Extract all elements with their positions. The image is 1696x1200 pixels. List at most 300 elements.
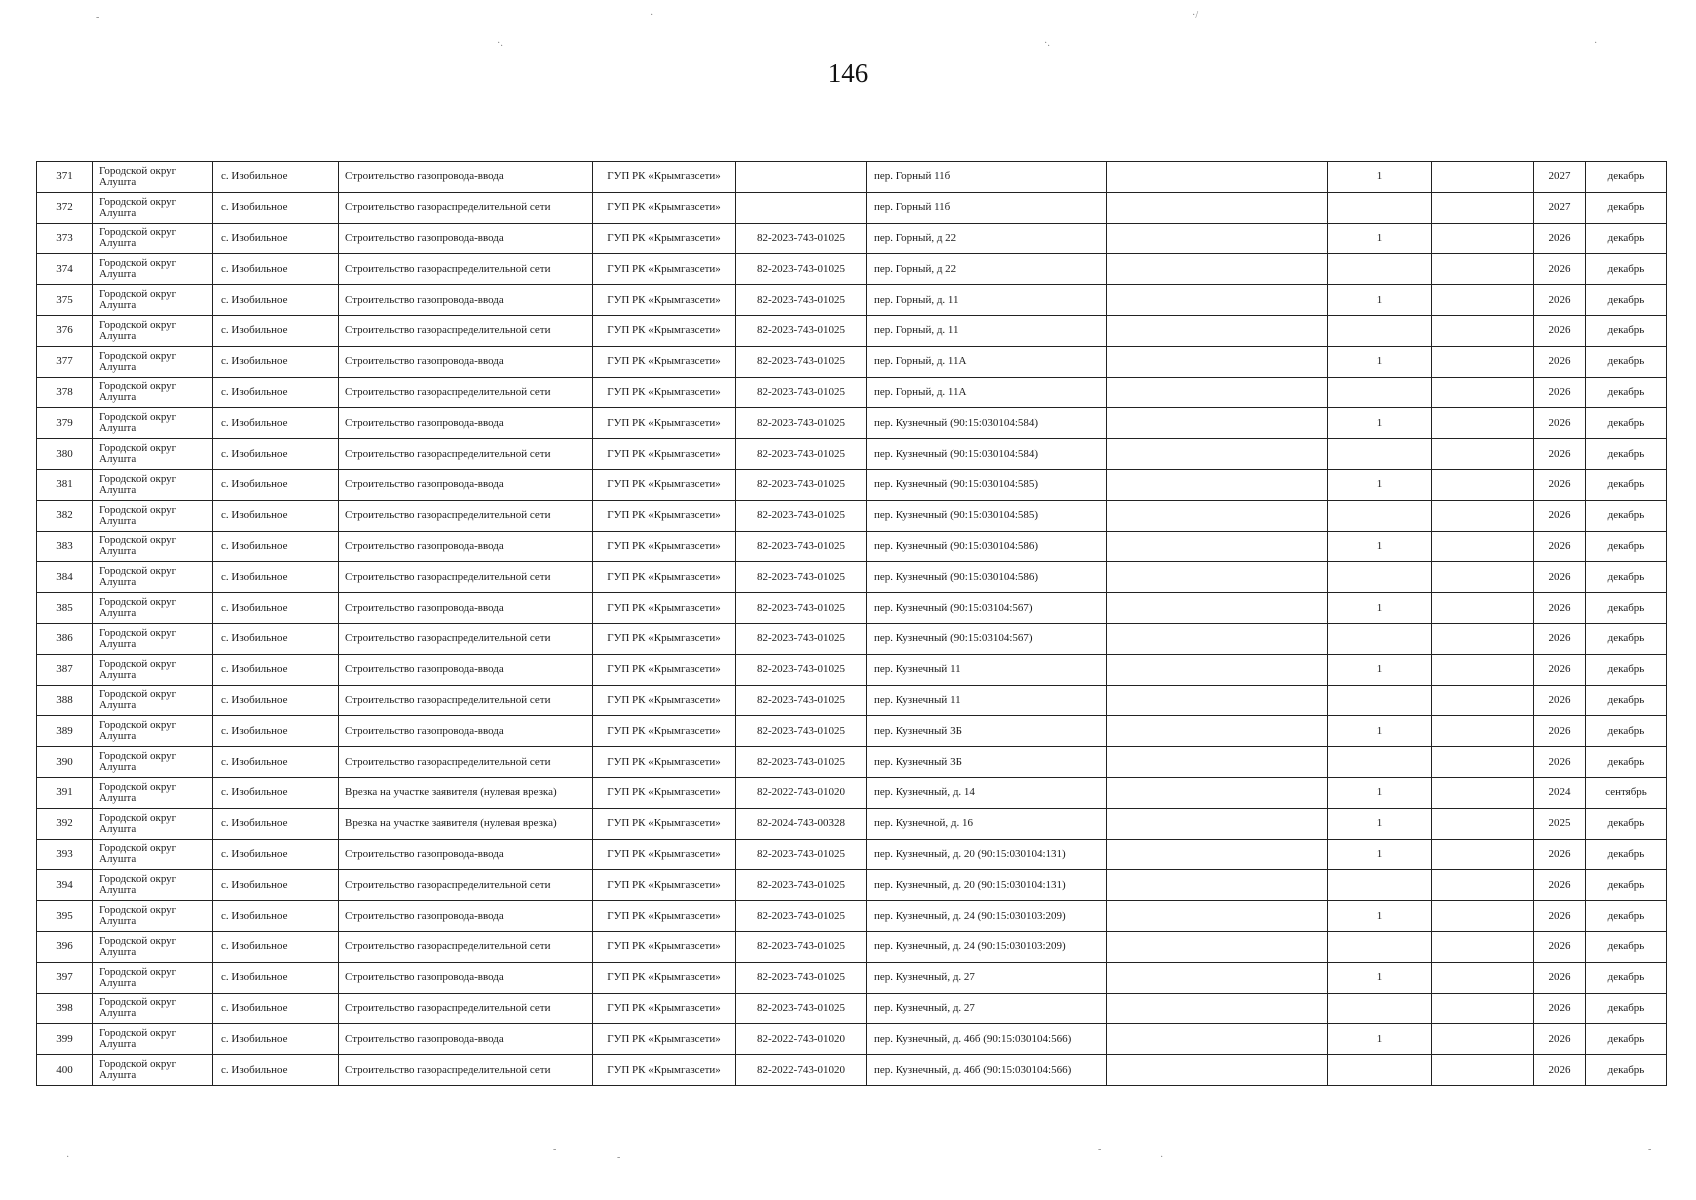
empty-cell xyxy=(1107,870,1328,901)
count-cell: 1 xyxy=(1328,654,1432,685)
year-cell: 2026 xyxy=(1534,593,1586,624)
address-cell: пер. Кузнечной, д. 16 xyxy=(867,808,1107,839)
empty-cell xyxy=(1107,408,1328,439)
work-type-cell: Врезка на участке заявителя (нулевая врезка) xyxy=(339,808,593,839)
row-number-cell: 390 xyxy=(37,747,93,778)
count-cell xyxy=(1328,315,1432,346)
organization-cell: ГУП РК «Крымгазсети» xyxy=(593,408,736,439)
work-type-cell: Строительство газопровода-ввода xyxy=(339,962,593,993)
address-cell: пер. Кузнечный, д. 27 xyxy=(867,993,1107,1024)
count-cell xyxy=(1328,562,1432,593)
municipality-cell: Городской округ Алушта xyxy=(93,531,213,562)
empty-cell xyxy=(1107,162,1328,193)
work-type-cell: Строительство газораспределительной сети xyxy=(339,870,593,901)
month-cell: декабрь xyxy=(1586,716,1667,747)
work-type-cell: Строительство газораспределительной сети xyxy=(339,623,593,654)
page-number: 146 xyxy=(827,58,869,88)
empty-cell xyxy=(1432,1024,1534,1055)
municipality-cell: Городской округ Алушта xyxy=(93,377,213,408)
year-cell: 2026 xyxy=(1534,408,1586,439)
table-row xyxy=(37,962,1667,993)
count-cell xyxy=(1328,377,1432,408)
table-row xyxy=(37,254,1667,285)
row-number-cell: 392 xyxy=(37,808,93,839)
row-number-cell: 386 xyxy=(37,623,93,654)
table-row xyxy=(37,685,1667,716)
empty-cell xyxy=(1107,901,1328,932)
month-cell: декабрь xyxy=(1586,1024,1667,1055)
work-type-cell: Строительство газораспределительной сети xyxy=(339,315,593,346)
organization-cell: ГУП РК «Крымгазсети» xyxy=(593,1055,736,1086)
empty-cell xyxy=(1432,901,1534,932)
municipality-cell: Городской округ Алушта xyxy=(93,1055,213,1086)
settlement-cell: с. Изобильное xyxy=(213,870,339,901)
municipality-cell: Городской округ Алушта xyxy=(93,931,213,962)
year-cell: 2026 xyxy=(1534,469,1586,500)
empty-cell xyxy=(1432,192,1534,223)
settlement-cell: с. Изобильное xyxy=(213,346,339,377)
registration-number-cell: 82-2023-743-01025 xyxy=(736,285,867,316)
address-cell: пер. Горный, д. 11 xyxy=(867,285,1107,316)
row-number-cell: 398 xyxy=(37,993,93,1024)
empty-cell xyxy=(1432,377,1534,408)
organization-cell: ГУП РК «Крымгазсети» xyxy=(593,654,736,685)
work-type-cell: Строительство газопровода-ввода xyxy=(339,162,593,193)
settlement-cell: с. Изобильное xyxy=(213,931,339,962)
empty-cell xyxy=(1432,315,1534,346)
year-cell: 2026 xyxy=(1534,962,1586,993)
work-type-cell: Строительство газораспределительной сети xyxy=(339,747,593,778)
address-cell: пер. Кузнечный (90:15:03104:567) xyxy=(867,593,1107,624)
registration-number-cell: 82-2023-743-01025 xyxy=(736,623,867,654)
registration-number-cell xyxy=(736,162,867,193)
empty-cell xyxy=(1107,839,1328,870)
month-cell: декабрь xyxy=(1586,223,1667,254)
registration-number-cell: 82-2023-743-01025 xyxy=(736,223,867,254)
settlement-cell: с. Изобильное xyxy=(213,1024,339,1055)
month-cell: декабрь xyxy=(1586,192,1667,223)
year-cell: 2026 xyxy=(1534,500,1586,531)
month-cell: декабрь xyxy=(1586,747,1667,778)
organization-cell: ГУП РК «Крымгазсети» xyxy=(593,162,736,193)
empty-cell xyxy=(1107,654,1328,685)
registration-number-cell: 82-2023-743-01025 xyxy=(736,439,867,470)
empty-cell xyxy=(1432,931,1534,962)
month-cell: декабрь xyxy=(1586,962,1667,993)
empty-cell xyxy=(1432,685,1534,716)
organization-cell: ГУП РК «Крымгазсети» xyxy=(593,254,736,285)
registration-number-cell: 82-2024-743-00328 xyxy=(736,808,867,839)
count-cell xyxy=(1328,685,1432,716)
year-cell: 2026 xyxy=(1534,285,1586,316)
municipality-cell: Городской округ Алушта xyxy=(93,469,213,500)
settlement-cell: с. Изобильное xyxy=(213,654,339,685)
address-cell: пер. Кузнечный (90:15:030104:585) xyxy=(867,500,1107,531)
work-type-cell: Строительство газопровода-ввода xyxy=(339,716,593,747)
settlement-cell: с. Изобильное xyxy=(213,439,339,470)
work-type-cell: Строительство газораспределительной сети xyxy=(339,377,593,408)
registration-number-cell: 82-2023-743-01025 xyxy=(736,593,867,624)
month-cell: декабрь xyxy=(1586,993,1667,1024)
empty-cell xyxy=(1432,962,1534,993)
year-cell: 2026 xyxy=(1534,254,1586,285)
work-type-cell: Строительство газопровода-ввода xyxy=(339,346,593,377)
row-number-cell: 377 xyxy=(37,346,93,377)
registration-number-cell xyxy=(736,192,867,223)
empty-cell xyxy=(1107,716,1328,747)
empty-cell xyxy=(1107,192,1328,223)
empty-cell xyxy=(1432,562,1534,593)
settlement-cell: с. Изобильное xyxy=(213,1055,339,1086)
table-row xyxy=(37,377,1667,408)
settlement-cell: с. Изобильное xyxy=(213,962,339,993)
month-cell: декабрь xyxy=(1586,377,1667,408)
settlement-cell: с. Изобильное xyxy=(213,685,339,716)
registration-number-cell: 82-2023-743-01025 xyxy=(736,254,867,285)
address-cell: пер. Кузнечный (90:15:030104:586) xyxy=(867,531,1107,562)
table-row xyxy=(37,747,1667,778)
year-cell: 2025 xyxy=(1534,808,1586,839)
count-cell: 1 xyxy=(1328,962,1432,993)
count-cell xyxy=(1328,993,1432,1024)
year-cell: 2026 xyxy=(1534,377,1586,408)
row-number-cell: 396 xyxy=(37,931,93,962)
empty-cell xyxy=(1432,346,1534,377)
year-cell: 2026 xyxy=(1534,654,1586,685)
empty-cell xyxy=(1107,500,1328,531)
table-row xyxy=(37,808,1667,839)
year-cell: 2026 xyxy=(1534,562,1586,593)
registration-number-cell: 82-2023-743-01025 xyxy=(736,654,867,685)
settlement-cell: с. Изобильное xyxy=(213,901,339,932)
municipality-cell: Городской округ Алушта xyxy=(93,839,213,870)
year-cell: 2027 xyxy=(1534,162,1586,193)
registration-number-cell: 82-2023-743-01025 xyxy=(736,839,867,870)
table-row xyxy=(37,1055,1667,1086)
empty-cell xyxy=(1432,254,1534,285)
row-number-cell: 376 xyxy=(37,315,93,346)
organization-cell: ГУП РК «Крымгазсети» xyxy=(593,808,736,839)
row-number-cell: 379 xyxy=(37,408,93,439)
table-row xyxy=(37,162,1667,193)
address-cell: пер. Горный 11б xyxy=(867,192,1107,223)
organization-cell: ГУП РК «Крымгазсети» xyxy=(593,562,736,593)
municipality-cell: Городской округ Алушта xyxy=(93,162,213,193)
row-number-cell: 393 xyxy=(37,839,93,870)
count-cell: 1 xyxy=(1328,808,1432,839)
table-row xyxy=(37,654,1667,685)
municipality-cell: Городской округ Алушта xyxy=(93,747,213,778)
count-cell xyxy=(1328,192,1432,223)
row-number-cell: 385 xyxy=(37,593,93,624)
registration-number-cell: 82-2023-743-01025 xyxy=(736,962,867,993)
year-cell: 2026 xyxy=(1534,839,1586,870)
count-cell xyxy=(1328,931,1432,962)
municipality-cell: Городской округ Алушта xyxy=(93,962,213,993)
registration-number-cell: 82-2022-743-01020 xyxy=(736,1024,867,1055)
year-cell: 2026 xyxy=(1534,716,1586,747)
row-number-cell: 380 xyxy=(37,439,93,470)
row-number-cell: 400 xyxy=(37,1055,93,1086)
settlement-cell: с. Изобильное xyxy=(213,162,339,193)
municipality-cell: Городской округ Алушта xyxy=(93,623,213,654)
empty-cell xyxy=(1107,531,1328,562)
address-cell: пер. Горный, д 22 xyxy=(867,223,1107,254)
address-cell: пер. Горный, д. 11 xyxy=(867,315,1107,346)
organization-cell: ГУП РК «Крымгазсети» xyxy=(593,777,736,808)
table-row xyxy=(37,408,1667,439)
municipality-cell: Городской округ Алушта xyxy=(93,562,213,593)
organization-cell: ГУП РК «Крымгазсети» xyxy=(593,315,736,346)
count-cell: 1 xyxy=(1328,716,1432,747)
month-cell: декабрь xyxy=(1586,162,1667,193)
work-type-cell: Строительство газораспределительной сети xyxy=(339,562,593,593)
month-cell: декабрь xyxy=(1586,346,1667,377)
empty-cell xyxy=(1432,870,1534,901)
work-type-cell: Строительство газопровода-ввода xyxy=(339,593,593,624)
row-number-cell: 384 xyxy=(37,562,93,593)
year-cell: 2024 xyxy=(1534,777,1586,808)
registration-number-cell: 82-2023-743-01025 xyxy=(736,716,867,747)
registration-number-cell: 82-2023-743-01025 xyxy=(736,500,867,531)
month-cell: декабрь xyxy=(1586,439,1667,470)
row-number-cell: 394 xyxy=(37,870,93,901)
settlement-cell: с. Изобильное xyxy=(213,623,339,654)
month-cell: декабрь xyxy=(1586,808,1667,839)
empty-cell xyxy=(1107,315,1328,346)
work-type-cell: Строительство газораспределительной сети xyxy=(339,993,593,1024)
address-cell: пер. Кузнечный 3Б xyxy=(867,716,1107,747)
count-cell: 1 xyxy=(1328,901,1432,932)
table-row xyxy=(37,562,1667,593)
empty-cell xyxy=(1432,839,1534,870)
year-cell: 2026 xyxy=(1534,346,1586,377)
empty-cell xyxy=(1107,562,1328,593)
organization-cell: ГУП РК «Крымгазсети» xyxy=(593,901,736,932)
organization-cell: ГУП РК «Крымгазсети» xyxy=(593,993,736,1024)
empty-cell xyxy=(1107,346,1328,377)
empty-cell xyxy=(1432,777,1534,808)
month-cell: декабрь xyxy=(1586,531,1667,562)
organization-cell: ГУП РК «Крымгазсети» xyxy=(593,962,736,993)
address-cell: пер. Кузнечный (90:15:030104:585) xyxy=(867,469,1107,500)
municipality-cell: Городской округ Алушта xyxy=(93,870,213,901)
empty-cell xyxy=(1107,993,1328,1024)
count-cell xyxy=(1328,439,1432,470)
work-type-cell: Строительство газопровода-ввода xyxy=(339,408,593,439)
municipality-cell: Городской округ Алушта xyxy=(93,285,213,316)
address-cell: пер. Горный, д. 11А xyxy=(867,346,1107,377)
address-cell: пер. Кузнечный, д. 24 (90:15:030103:209) xyxy=(867,901,1107,932)
work-type-cell: Строительство газопровода-ввода xyxy=(339,285,593,316)
municipality-cell: Городской округ Алушта xyxy=(93,716,213,747)
gas-connection-table xyxy=(36,161,1667,1086)
work-type-cell: Врезка на участке заявителя (нулевая врезка) xyxy=(339,777,593,808)
empty-cell xyxy=(1432,285,1534,316)
registration-number-cell: 82-2023-743-01025 xyxy=(736,747,867,778)
table-row xyxy=(37,839,1667,870)
municipality-cell: Городской округ Алушта xyxy=(93,1024,213,1055)
month-cell: декабрь xyxy=(1586,623,1667,654)
municipality-cell: Городской округ Алушта xyxy=(93,223,213,254)
table-row xyxy=(37,531,1667,562)
table-row xyxy=(37,469,1667,500)
settlement-cell: с. Изобильное xyxy=(213,408,339,439)
year-cell: 2026 xyxy=(1534,685,1586,716)
empty-cell xyxy=(1107,285,1328,316)
count-cell xyxy=(1328,870,1432,901)
work-type-cell: Строительство газопровода-ввода xyxy=(339,531,593,562)
year-cell: 2026 xyxy=(1534,315,1586,346)
registration-number-cell: 82-2023-743-01025 xyxy=(736,315,867,346)
organization-cell: ГУП РК «Крымгазсети» xyxy=(593,593,736,624)
address-cell: пер. Кузнечный, д. 27 xyxy=(867,962,1107,993)
count-cell: 1 xyxy=(1328,777,1432,808)
table-row xyxy=(37,192,1667,223)
count-cell xyxy=(1328,623,1432,654)
registration-number-cell: 82-2023-743-01025 xyxy=(736,408,867,439)
work-type-cell: Строительство газопровода-ввода xyxy=(339,901,593,932)
table-row xyxy=(37,1024,1667,1055)
row-number-cell: 397 xyxy=(37,962,93,993)
month-cell: декабрь xyxy=(1586,593,1667,624)
count-cell: 1 xyxy=(1328,223,1432,254)
address-cell: пер. Кузнечный, д. 46б (90:15:030104:566) xyxy=(867,1024,1107,1055)
empty-cell xyxy=(1107,223,1328,254)
settlement-cell: с. Изобильное xyxy=(213,469,339,500)
address-cell: пер. Горный, д. 11А xyxy=(867,377,1107,408)
month-cell: декабрь xyxy=(1586,839,1667,870)
empty-cell xyxy=(1432,808,1534,839)
organization-cell: ГУП РК «Крымгазсети» xyxy=(593,839,736,870)
empty-cell xyxy=(1107,377,1328,408)
year-cell: 2026 xyxy=(1534,1024,1586,1055)
registration-number-cell: 82-2023-743-01025 xyxy=(736,531,867,562)
row-number-cell: 375 xyxy=(37,285,93,316)
address-cell: пер. Кузнечный (90:15:03104:567) xyxy=(867,623,1107,654)
count-cell xyxy=(1328,500,1432,531)
empty-cell xyxy=(1107,254,1328,285)
settlement-cell: с. Изобильное xyxy=(213,716,339,747)
work-type-cell: Строительство газопровода-ввода xyxy=(339,1024,593,1055)
count-cell xyxy=(1328,747,1432,778)
registration-number-cell: 82-2023-743-01025 xyxy=(736,685,867,716)
settlement-cell: с. Изобильное xyxy=(213,562,339,593)
municipality-cell: Городской округ Алушта xyxy=(93,254,213,285)
empty-cell xyxy=(1432,747,1534,778)
address-cell: пер. Кузнечный, д. 20 (90:15:030104:131) xyxy=(867,870,1107,901)
settlement-cell: с. Изобильное xyxy=(213,315,339,346)
municipality-cell: Городской округ Алушта xyxy=(93,777,213,808)
year-cell: 2026 xyxy=(1534,747,1586,778)
month-cell: декабрь xyxy=(1586,1055,1667,1086)
row-number-cell: 399 xyxy=(37,1024,93,1055)
organization-cell: ГУП РК «Крымгазсети» xyxy=(593,1024,736,1055)
table-row xyxy=(37,716,1667,747)
month-cell: декабрь xyxy=(1586,469,1667,500)
row-number-cell: 374 xyxy=(37,254,93,285)
empty-cell xyxy=(1107,685,1328,716)
registration-number-cell: 82-2023-743-01025 xyxy=(736,931,867,962)
empty-cell xyxy=(1432,593,1534,624)
count-cell: 1 xyxy=(1328,531,1432,562)
organization-cell: ГУП РК «Крымгазсети» xyxy=(593,716,736,747)
year-cell: 2026 xyxy=(1534,993,1586,1024)
organization-cell: ГУП РК «Крымгазсети» xyxy=(593,469,736,500)
municipality-cell: Городской округ Алушта xyxy=(93,808,213,839)
empty-cell xyxy=(1432,500,1534,531)
table-row xyxy=(37,901,1667,932)
count-cell: 1 xyxy=(1328,408,1432,439)
registration-number-cell: 82-2023-743-01025 xyxy=(736,346,867,377)
month-cell: декабрь xyxy=(1586,315,1667,346)
work-type-cell: Строительство газораспределительной сети xyxy=(339,439,593,470)
month-cell: декабрь xyxy=(1586,931,1667,962)
empty-cell xyxy=(1107,777,1328,808)
empty-cell xyxy=(1432,408,1534,439)
work-type-cell: Строительство газопровода-ввода xyxy=(339,469,593,500)
month-cell: декабрь xyxy=(1586,901,1667,932)
empty-cell xyxy=(1107,808,1328,839)
work-type-cell: Строительство газораспределительной сети xyxy=(339,1055,593,1086)
municipality-cell: Городской округ Алушта xyxy=(93,654,213,685)
empty-cell xyxy=(1107,747,1328,778)
settlement-cell: с. Изобильное xyxy=(213,377,339,408)
address-cell: пер. Кузнечный (90:15:030104:584) xyxy=(867,408,1107,439)
work-type-cell: Строительство газопровода-ввода xyxy=(339,839,593,870)
table-row xyxy=(37,439,1667,470)
month-cell: декабрь xyxy=(1586,285,1667,316)
row-number-cell: 388 xyxy=(37,685,93,716)
year-cell: 2026 xyxy=(1534,901,1586,932)
table-row xyxy=(37,931,1667,962)
municipality-cell: Городской округ Алушта xyxy=(93,993,213,1024)
year-cell: 2026 xyxy=(1534,1055,1586,1086)
registration-number-cell: 82-2023-743-01025 xyxy=(736,469,867,500)
address-cell: пер. Кузнечный 3Б xyxy=(867,747,1107,778)
table-row xyxy=(37,285,1667,316)
registration-number-cell: 82-2023-743-01025 xyxy=(736,562,867,593)
organization-cell: ГУП РК «Крымгазсети» xyxy=(593,377,736,408)
work-type-cell: Строительство газопровода-ввода xyxy=(339,223,593,254)
count-cell: 1 xyxy=(1328,285,1432,316)
month-cell: декабрь xyxy=(1586,254,1667,285)
organization-cell: ГУП РК «Крымгазсети» xyxy=(593,285,736,316)
empty-cell xyxy=(1107,593,1328,624)
address-cell: пер. Горный, д 22 xyxy=(867,254,1107,285)
organization-cell: ГУП РК «Крымгазсети» xyxy=(593,346,736,377)
settlement-cell: с. Изобильное xyxy=(213,808,339,839)
address-cell: пер. Кузнечный 11 xyxy=(867,654,1107,685)
organization-cell: ГУП РК «Крымгазсети» xyxy=(593,870,736,901)
month-cell: декабрь xyxy=(1586,654,1667,685)
month-cell: сентябрь xyxy=(1586,777,1667,808)
year-cell: 2026 xyxy=(1534,223,1586,254)
row-number-cell: 391 xyxy=(37,777,93,808)
organization-cell: ГУП РК «Крымгазсети» xyxy=(593,223,736,254)
registration-number-cell: 82-2022-743-01020 xyxy=(736,777,867,808)
month-cell: декабрь xyxy=(1586,500,1667,531)
count-cell: 1 xyxy=(1328,346,1432,377)
empty-cell xyxy=(1432,531,1534,562)
registration-number-cell: 82-2023-743-01025 xyxy=(736,993,867,1024)
organization-cell: ГУП РК «Крымгазсети» xyxy=(593,531,736,562)
registration-number-cell: 82-2023-743-01025 xyxy=(736,870,867,901)
empty-cell xyxy=(1107,439,1328,470)
empty-cell xyxy=(1107,623,1328,654)
month-cell: декабрь xyxy=(1586,408,1667,439)
empty-cell xyxy=(1107,931,1328,962)
